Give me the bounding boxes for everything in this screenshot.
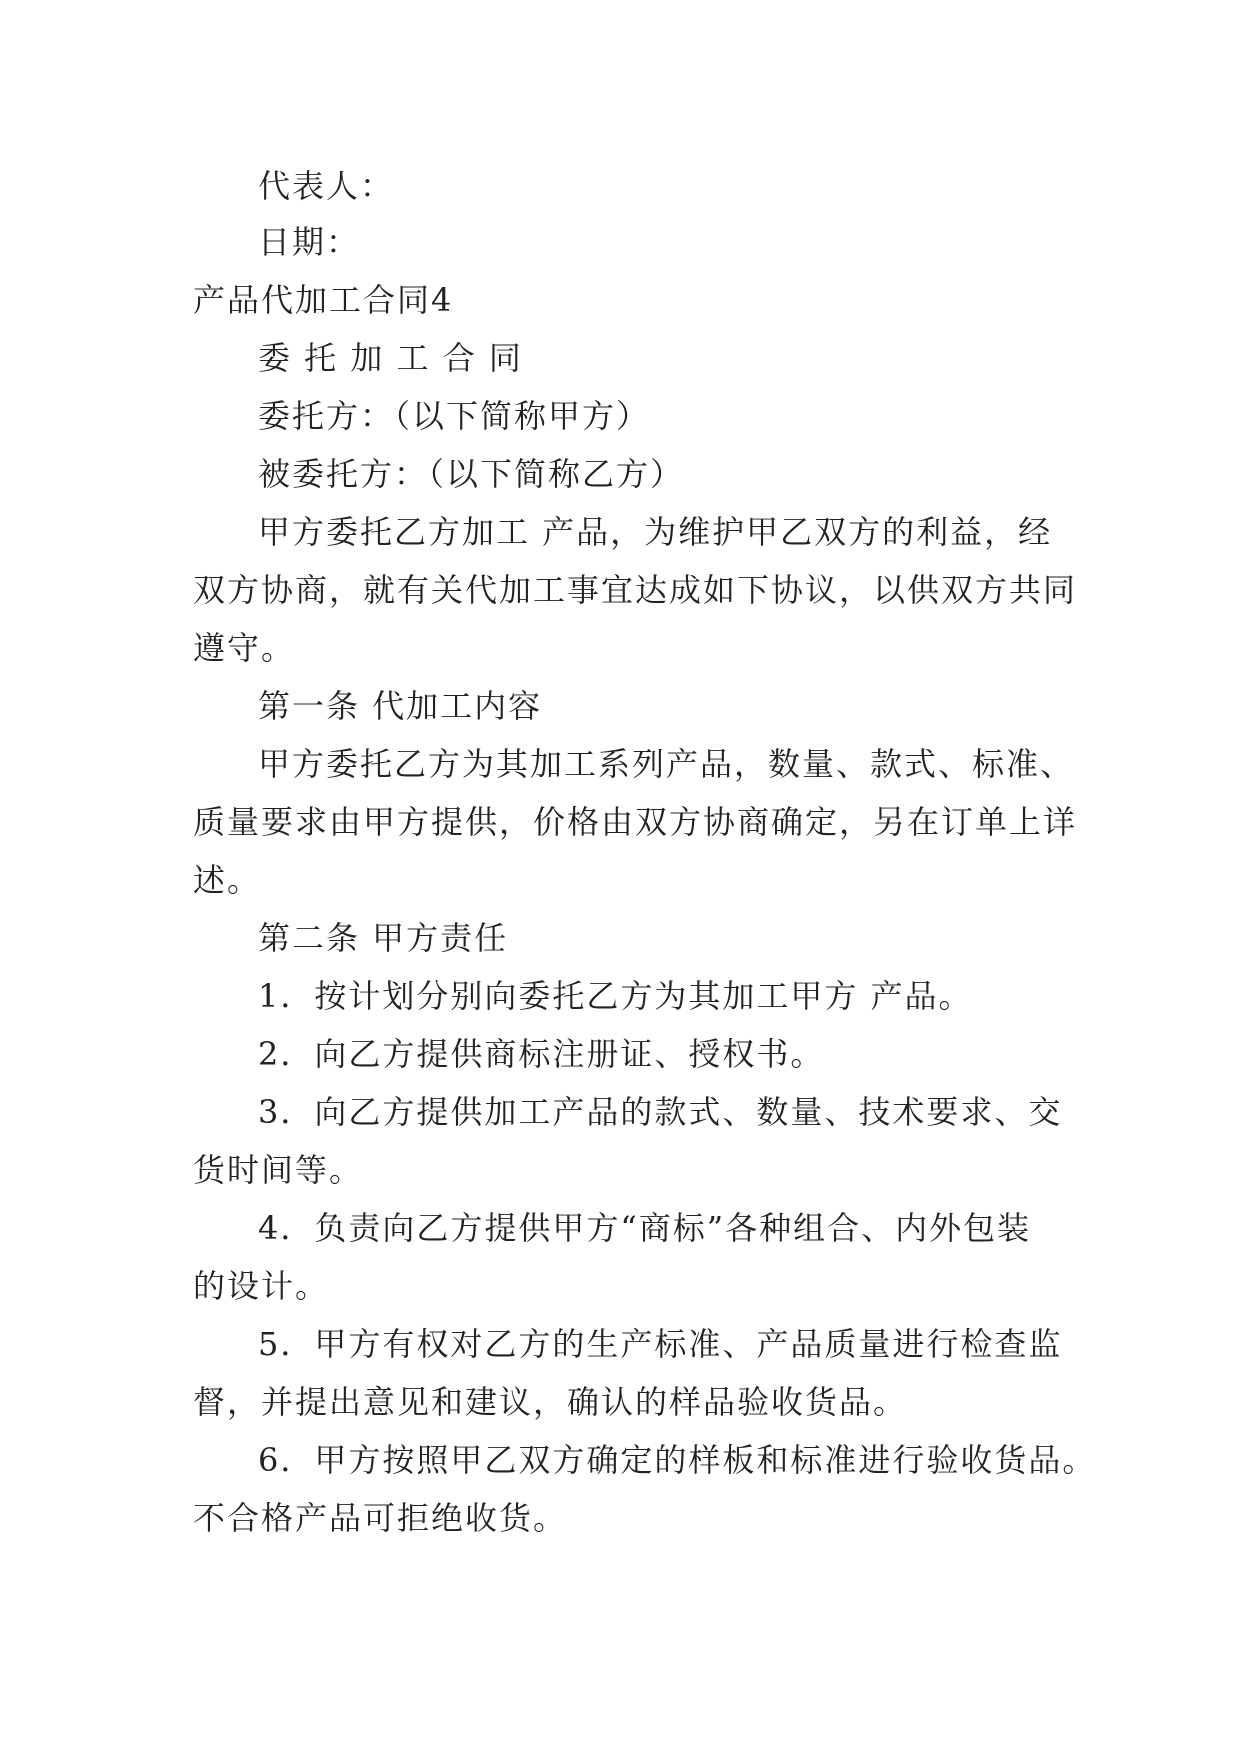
representative-label: 代表人：: [258, 167, 395, 205]
article-1-heading: 第一条 代加工内容: [258, 687, 543, 725]
party-b-line: 被委托方：（以下简称乙方）: [258, 455, 685, 493]
item-3-line-1: 3．向乙方提供加工产品的款式、数量、技术要求、交: [258, 1093, 1063, 1131]
article-1-line-1: 甲方委托乙方为其加工系列产品，数量、款式、标准、: [258, 745, 1075, 783]
item-6-line-2: 不合格产品可拒绝收货。: [193, 1499, 568, 1537]
item-2: 2．向乙方提供商标注册证、授权书。: [258, 1035, 825, 1073]
intro-line-3: 遵守。: [193, 629, 296, 667]
item-1: 1．按计划分别向委托乙方为其加工甲方 产品。: [258, 977, 973, 1015]
intro-line-1: 甲方委托乙方加工 产品，为维护甲乙双方的利益，经: [258, 513, 1053, 551]
article-2-heading: 第二条 甲方责任: [258, 919, 509, 957]
item-5-line-1: 5．甲方有权对乙方的生产标准、产品质量进行检查监: [258, 1325, 1063, 1363]
intro-line-2: 双方协商，就有关代加工事宜达成如下协议，以供双方共同: [193, 571, 1078, 609]
item-5-line-2: 督，并提出意见和建议，确认的样品验收货品。: [193, 1383, 908, 1421]
item-4-line-1: 4．负责向乙方提供甲方“商标”各种组合、内外包装: [258, 1209, 1032, 1247]
party-a-line: 委托方：（以下简称甲方）: [258, 397, 651, 435]
item-4-line-2: 的设计。: [193, 1267, 330, 1305]
date-label: 日期：: [258, 223, 361, 261]
item-3-line-2: 货时间等。: [193, 1151, 364, 1189]
article-1-line-2: 质量要求由甲方提供，价格由双方协商确定，另在订单上详: [193, 803, 1078, 841]
item-6-line-1: 6．甲方按照甲乙双方确定的样板和标准进行验收货品。: [258, 1441, 1097, 1479]
section-title: 产品代加工合同4: [193, 281, 454, 319]
article-1-line-3: 述。: [193, 861, 262, 899]
contract-title: 委 托 加 工 合 同: [258, 339, 523, 377]
